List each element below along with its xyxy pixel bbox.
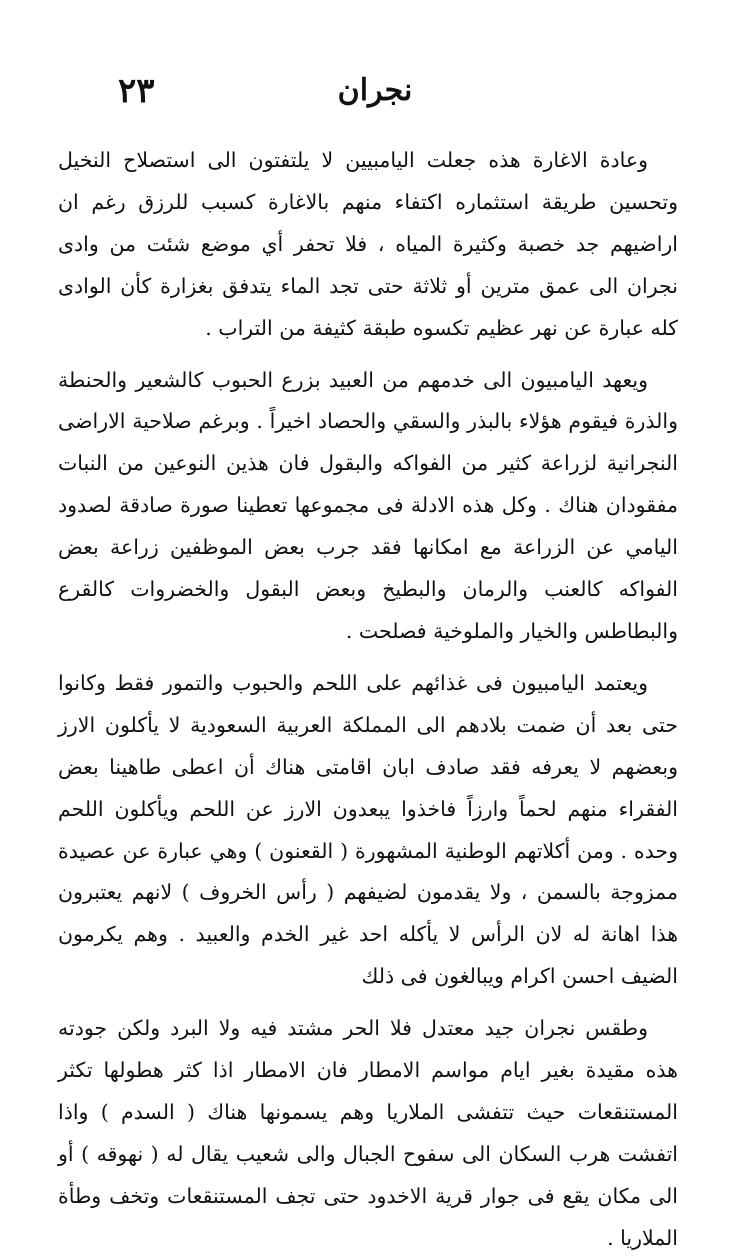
paragraph-climate-and-malaria: وطقس نجران جيد معتدل فلا الحر مشتد فيه ولا البرد ولكن جودته هذه مقيدة بغير ايام مواسم الامطار فان الامطار اذا كثر هطولها تكثر المستنقعات حيث تتفشى الملاريا وهم يسمونها هناك ( السدم ) واذا اتفشت هرب السكان الى سفوح الجبال والى شعيب يقال له ( نهوقه ) أو الى مكان يقع فى جوار قرية الاخدود حتى تجف المستنقعات وتخف وطأة الملاريا . xyxy=(58,1016,678,1250)
page-number: ٢٣ xyxy=(118,71,155,111)
paragraph-raiding-and-agriculture: وعادة الاغارة هذه جعلت اليامبيين لا يلتفتون الى استصلاح النخيل وتحسين طريقة استثماره اكتفاء منهم بالاغارة كسبب للرزق رغم ان اراضيهم جد خصبة وكثيرة المياه ، فلا تحفر أي موضع شئت من وادى نجران الى عمق مترين أو ثلاثة حتى تجد الماء يتدفق بغزارة كأن الوادى كله عبارة عن نهر عظيم تكسوه طبقة كثيفة من التراب . xyxy=(58,148,678,340)
paragraph-diet-and-food: ويعتمد اليامبيون فى غذائهم على اللحم والحبوب والتمور فقط وكانوا حتى بعد أن ضمت بلادهم الى المملكة العربية السعودية لا يأكلون الارز وبعضهم لا يعرفه فقد صادف ابان اقامتى هناك أن اعطى طاهينا بعض الفقراء منهم لحماً وارزاً فاخذوا يبعدون الارز عن اللحم ويأكلون اللحم وحده . ومن أكلاتهم الوطنية المشهورة ( القعنون ) وهي عبارة عن عصيدة ممزوجة بالسمن ، ولا يقدمون لضيفهم ( رأس الخروف ) لانهم يعتبرون هذا اهانة له لان الرأس لا يأكله احد غير الخدم والعبيد . وهم يكرمون الضيف احسن اكرام ويبالغون فى ذلك xyxy=(58,670,678,989)
running-head-title: نجران xyxy=(337,73,413,108)
page-header xyxy=(110,68,640,118)
body-text xyxy=(58,140,678,1260)
paragraph-grain-farming: ويعهد اليامبيون الى خدمهم من العبيد بزرع الحبوب كالشعير والحنطة والذرة فيقوم هؤلاء بالبذر والسقي والحصاد اخيراً . وبرغم صلاحية الاراضى النجرانية لزراعة كثير من الفواكه والبقول فان هذين النوعين من النبات مفقودان هناك . وكل هذه الادلة فى مجموعها تعطينا صورة صادقة لصدود اليامي عن الزراعة مع امكانها فقد جرب بعض الموظفين زراعة بعض الفواكه كالعنب والرمان والبطيخ وبعض البقول والخضروات كالقرع والبطاطس والخيار والملوخية فصلحت . xyxy=(58,367,678,643)
